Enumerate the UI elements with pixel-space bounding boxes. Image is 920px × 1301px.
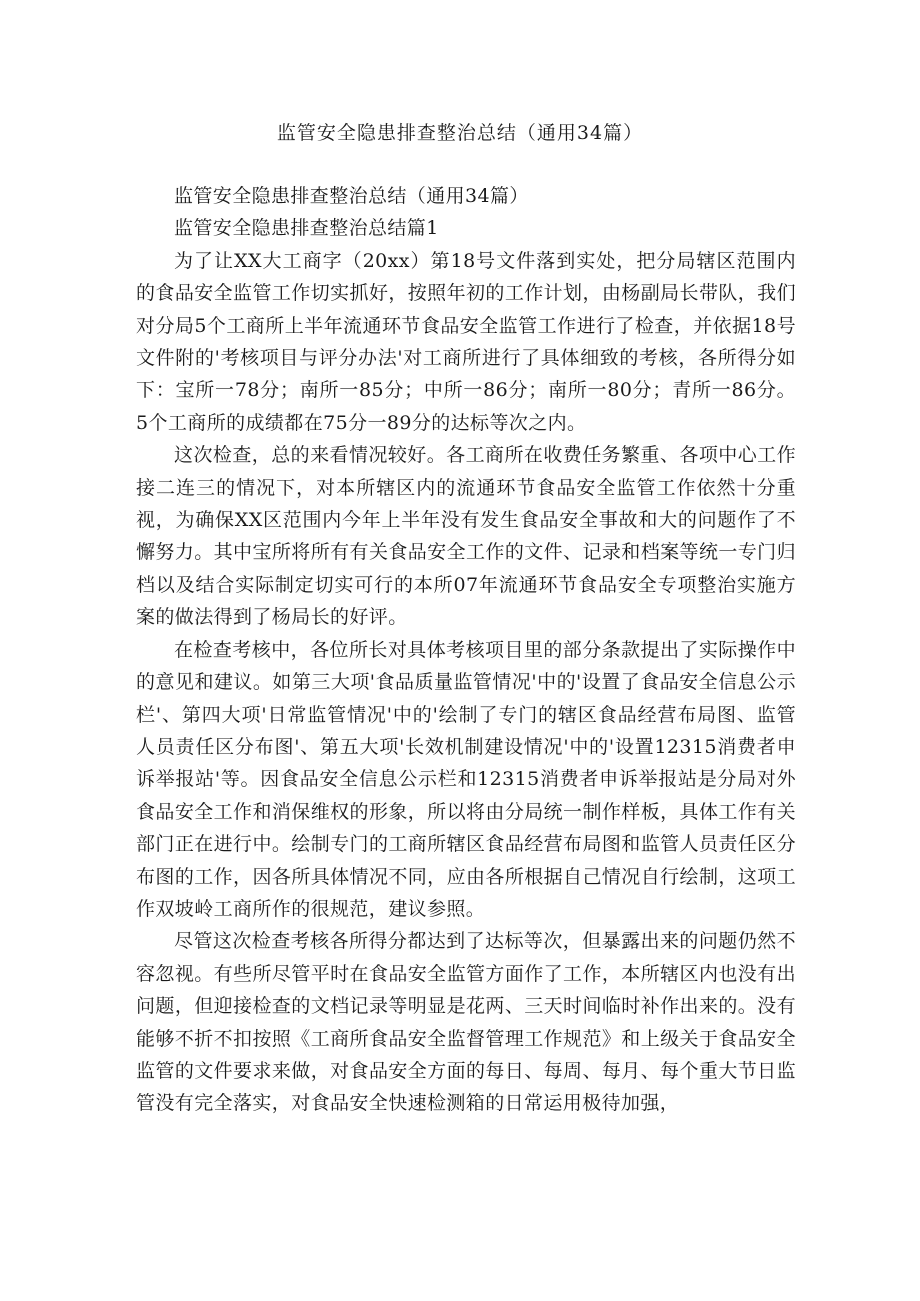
section-heading: 监管安全隐患排查整治总结篇1 [174, 217, 439, 240]
paragraph: 这次检查，总的来看情况较好。各工商所在收费任务繁重、各项中心工作接二连三的情况下，对本所辖区内的流通环节食品安全监管工作依然十分重视，为确保XX区范围内今年上半年没有发生食品安全事故和大的问题作了不懈努力。其中宝所将所有有关食品安全工作的文件、记录和档案等统一专门归档以及结合实际制定切实可行的本所07年流通环节食品安全专项整治实施方案的做法得到了杨局长的好评。 [136, 444, 796, 629]
paragraph: 尽管这次检查考核各所得分都达到了达标等次，但暴露出来的问题仍然不容忽视。有些所尽管平时在食品安全监管方面作了工作，本所辖区内也没有出问题，但迎接检查的文档记录等明显是花两、三天时间临时补作出来的。没有能够不折不扣按照《工商所食品安全监督管理工作规范》和上级关于食品安全监管的文件要求来做，对食品安全方面的每日、每周、每月、每个重大节日监管没有完全落实，对食品安全快速检测箱的日常运用极待加强， [136, 930, 796, 1115]
document-subtitle: 监管安全隐患排查整治总结（通用34篇） [174, 185, 529, 207]
document-body [136, 180, 796, 1120]
paragraph: 在检查考核中，各位所长对具体考核项目里的部分条款提出了实际操作中的意见和建议。如第三大项'食品质量监管情况'中的'设置了食品安全信息公示栏'、第四大项'日常监管情况'中的'绘制了专门的辖区食品经营布局图、监管人员责任区分布图'、第五大项'长效机制建设情况'中的'设置12315消费者申诉举报站'等。因食品安全信息公示栏和12315消费者申诉举报站是分局对外食品安全工作和消保维权的形象，所以将由分局统一制作样板，具体工作有关部门正在进行中。绘制专门的工商所辖区食品经营布局图和监管人员责任区分布图的工作，因各所具体情况不同，应由各所根据自己情况自行绘制，这项工作双坡岭工商所作的很规范，建议参照。 [136, 638, 796, 920]
paragraph: 为了让XX大工商字（20xx）第18号文件落到实处，把分局辖区范围内的食品安全监管工作切实抓好，按照年初的工作计划，由杨副局长带队，我们对分局5个工商所上半年流通环节食品安全监管工作进行了检查，并依据18号文件附的'考核项目与评分办法'对工商所进行了具体细致的考核，各所得分如下：宝所一78分；南所一85分；中所一86分；南所一80分；青所一86分。5个工商所的成绩都在75分一89分的达标等次之内。 [136, 249, 796, 434]
document-title: 监管安全隐患排查整治总结（通用34篇） [276, 122, 644, 144]
